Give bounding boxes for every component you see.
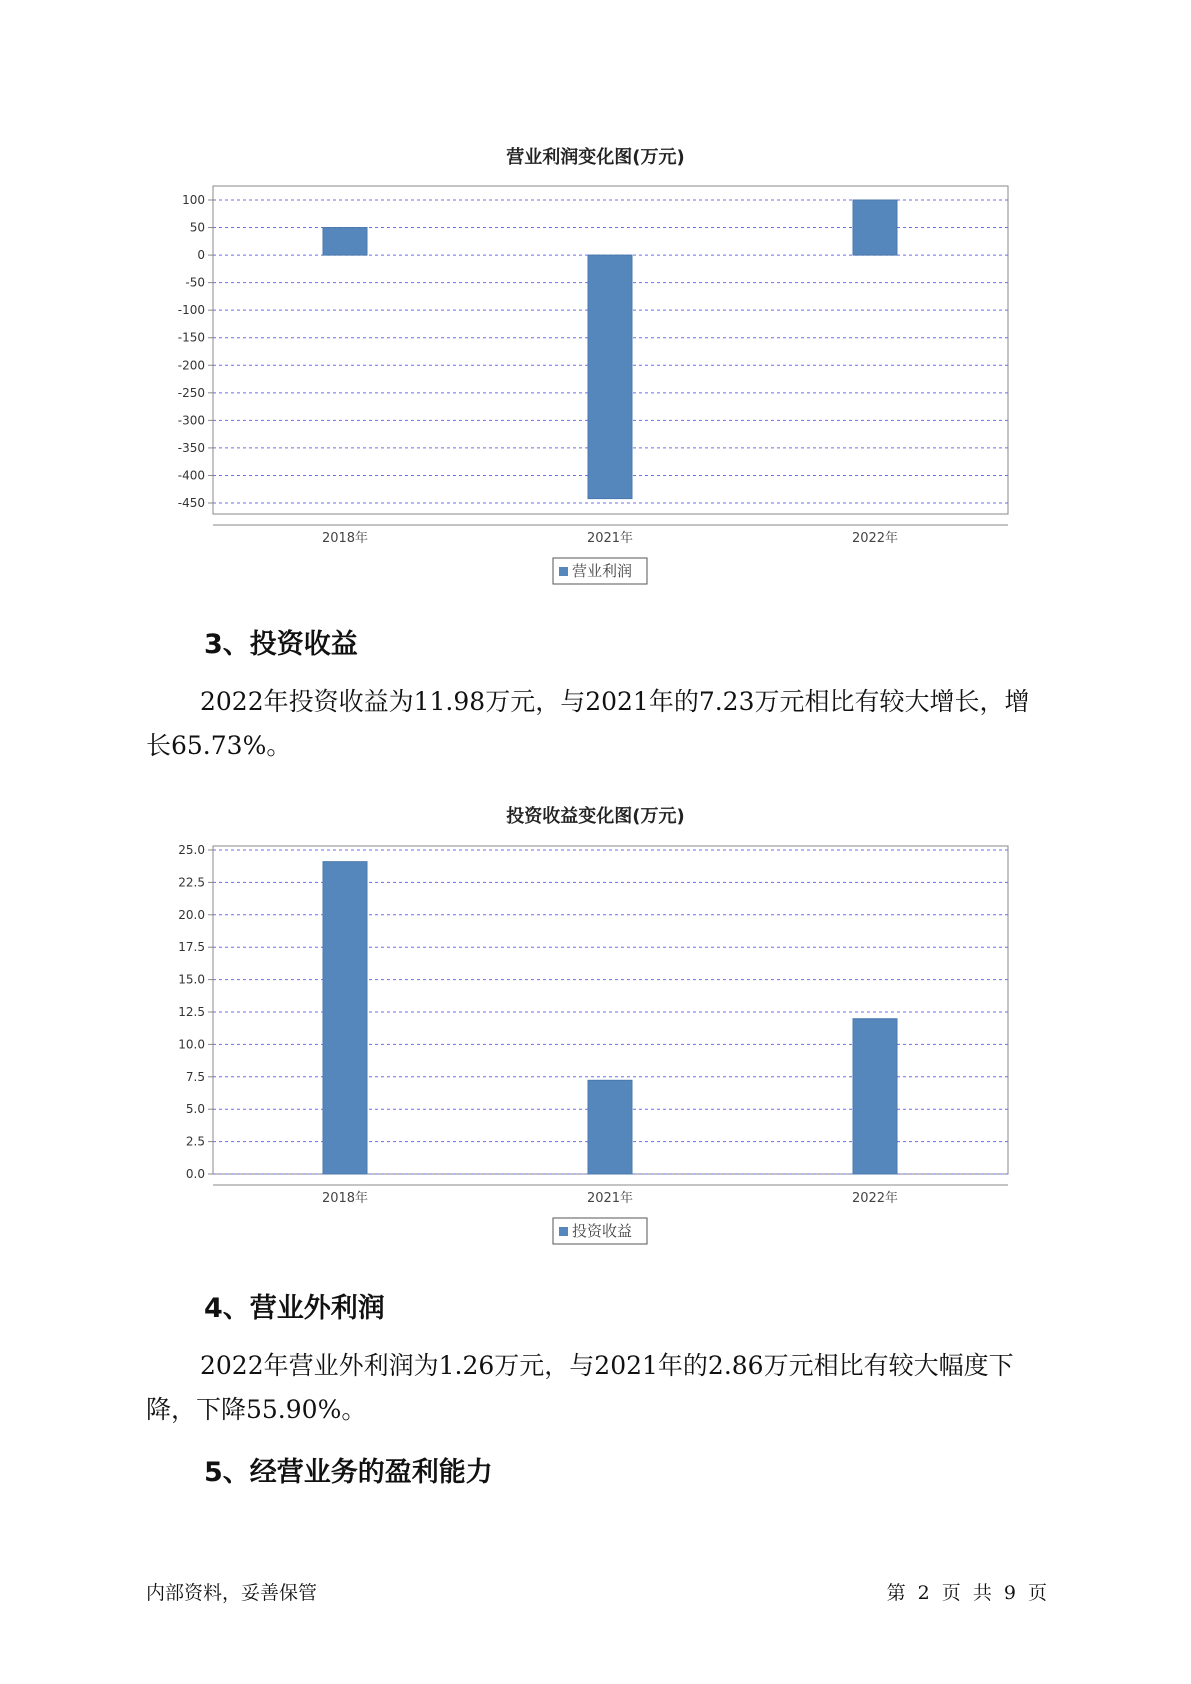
y-tick-label: -50	[185, 275, 205, 290]
x-tick-label: 2022年	[851, 531, 899, 546]
footer-confidential-note: 内部资料，妥善保管	[146, 1582, 318, 1604]
footer-page-number: 第 2 页 共 9 页	[886, 1582, 1047, 1604]
legend-label: 营业利润	[572, 562, 633, 580]
y-tick-label: 25.0	[178, 843, 205, 857]
y-tick-label: 5.0	[185, 1102, 205, 1117]
y-tick-label: 10.0	[178, 1037, 205, 1052]
y-tick-label: 22.5	[178, 875, 205, 890]
y-tick-label: -200	[177, 358, 205, 373]
x-tick-label: 2018年	[321, 531, 369, 546]
bar	[853, 1019, 897, 1174]
y-tick-label: -350	[177, 440, 205, 455]
y-tick-label: -150	[177, 330, 205, 345]
y-tick-label: 7.5	[185, 1069, 205, 1084]
y-tick-label: -450	[177, 496, 205, 510]
section-heading-investment-income: 3、投资收益	[204, 629, 358, 660]
y-tick-label: -100	[177, 303, 205, 318]
y-tick-label: 12.5	[178, 1005, 205, 1019]
y-tick-label: 100	[182, 193, 205, 207]
y-tick-label: -300	[177, 413, 205, 428]
bar	[588, 1080, 632, 1174]
y-tick-label: 50	[189, 220, 205, 235]
section-paragraph-investment-income: 2022年投资收益为11.98万元，与2021年的7.23万元相比有较大增长，增长65.73%。	[146, 687, 1030, 760]
y-tick-label: 2.5	[185, 1134, 205, 1149]
y-tick-label: 0	[197, 248, 205, 263]
x-tick-label: 2021年	[586, 1191, 634, 1206]
y-tick-label: 15.0	[178, 972, 205, 987]
section-heading-non-operating-profit: 4、营业外利润	[204, 1293, 385, 1324]
legend-swatch	[559, 1227, 568, 1236]
section-heading-business-profitability: 5、经营业务的盈利能力	[204, 1457, 493, 1488]
y-tick-label: 0.0	[185, 1167, 205, 1181]
chart-title-investment-income: 投资收益变化图(万元)	[506, 806, 685, 827]
y-tick-label: 17.5	[178, 940, 205, 955]
y-tick-label: 20.0	[178, 907, 205, 922]
x-tick-label: 2018年	[321, 1191, 369, 1206]
chart-title-operating-profit: 营业利润变化图(万元)	[506, 147, 685, 168]
bar	[323, 862, 367, 1174]
y-tick-label: -250	[177, 385, 205, 400]
legend-label: 投资收益	[572, 1222, 633, 1240]
x-tick-label: 2021年	[586, 531, 634, 546]
section-paragraph-non-operating-profit: 2022年营业外利润为1.26万元，与2021年的2.86万元相比有较大幅度下降，下降55.90%。	[146, 1351, 1014, 1424]
y-tick-label: -400	[177, 468, 205, 483]
x-tick-label: 2022年	[851, 1191, 899, 1206]
